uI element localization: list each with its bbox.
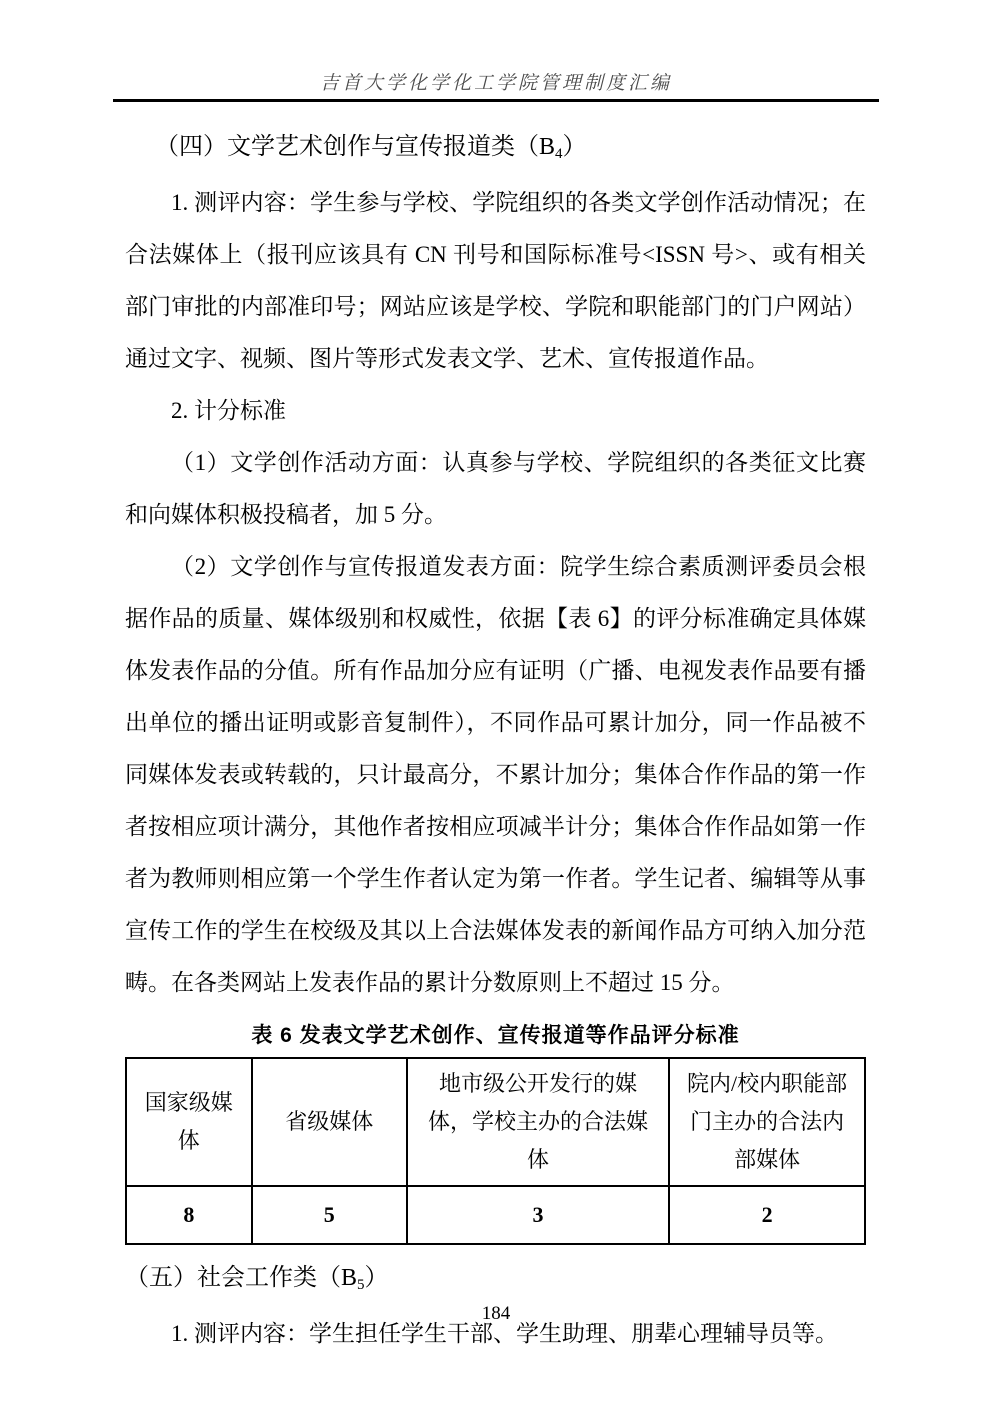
paragraph-scoring-standard-heading: 2. 计分标准 <box>171 398 286 423</box>
paragraph-publication-rules: （2）文学创作与宣传报道发表方面：院学生综合素质测评委员会根据作品的质量、媒体级别和权威性，依据【表 6】的评分标准确定具体媒体发表作品的分值。所有作品加分应有证明（广播、电视发表作品要有播出单位的播出证明或影音复制件），不同作品可累计加分，同一作品被不同媒体发表或转载的，只计最高分，不累计加分；集体合作作品的第一作者按相应项计满分，其他作者按相应项减半计分；集体合作作品如第一作者为教师则相应第一个学生作者认定为第一作者。学生记者、编辑等从事宣传工作的学生在校级及其以上合法媒体发表的新闻作品方可纳入加分范畴。在各类网站上发表作品的累计分数原则上不超过 15 分。 <box>125 554 866 995</box>
table6-header-internal-media: 院内/校内职能部门主办的合法内部媒体 <box>669 1058 865 1186</box>
table6-value-row <box>126 1186 865 1244</box>
page-number: 184 <box>481 1303 511 1324</box>
table6-value-national: 8 <box>126 1186 252 1244</box>
table6-header-national-media: 国家级媒体 <box>126 1058 252 1186</box>
section-b5-heading <box>125 1251 866 1308</box>
paragraph-evaluation-content: 1. 测评内容：学生参与学校、学院组织的各类文学创作活动情况；在合法媒体上（报刊应该具有 CN 刊号和国际标准号<ISSN 号>、或有相关部门审批的内部准印号；网站应该是学校、学院和职能部门的门户网站）通过文字、视频、图片等形式发表文学、艺术、宣传报道作品。 <box>125 190 866 371</box>
table6-header-provincial-media: 省级媒体 <box>252 1058 407 1186</box>
table6-value-city-school: 3 <box>407 1186 669 1244</box>
paragraph-b5-evaluation-content: 1. 测评内容：学生担任学生干部、学生助理、朋辈心理辅导员等。 <box>171 1321 838 1346</box>
table6-value-provincial: 5 <box>252 1186 407 1244</box>
paragraph-literary-activity: （1）文学创作活动方面：认真参与学校、学院组织的各类征文比赛和向媒体积极投稿者，加 5 分。 <box>125 450 866 527</box>
table6-score-table <box>125 1057 866 1245</box>
header-rule <box>113 99 879 102</box>
table6-value-internal: 2 <box>669 1186 865 1244</box>
running-header-title: 吉首大学化学化工学院管理制度汇编 <box>319 73 672 94</box>
section-b4-heading <box>125 120 866 177</box>
section-b5-heading-text: （五）社会工作类（B <box>125 1265 358 1291</box>
section-b4-heading-text: （四）文学艺术创作与宣传报道类（B <box>155 134 556 160</box>
section-b5-heading-subscript: 5 <box>357 1277 365 1293</box>
table6-header-city-school-media: 地市级公开发行的媒体，学校主办的合法媒体 <box>407 1058 669 1186</box>
section-b5-heading-close: ） <box>364 1265 389 1291</box>
page-content <box>125 120 866 1360</box>
table6-header-row <box>126 1058 865 1186</box>
section-b4-heading-close: ） <box>562 134 587 160</box>
section-b4-heading-subscript: 4 <box>555 146 563 162</box>
table6-caption: 表 6 发表文学艺术创作、宣传报道等作品评分标准 <box>251 1024 740 1047</box>
